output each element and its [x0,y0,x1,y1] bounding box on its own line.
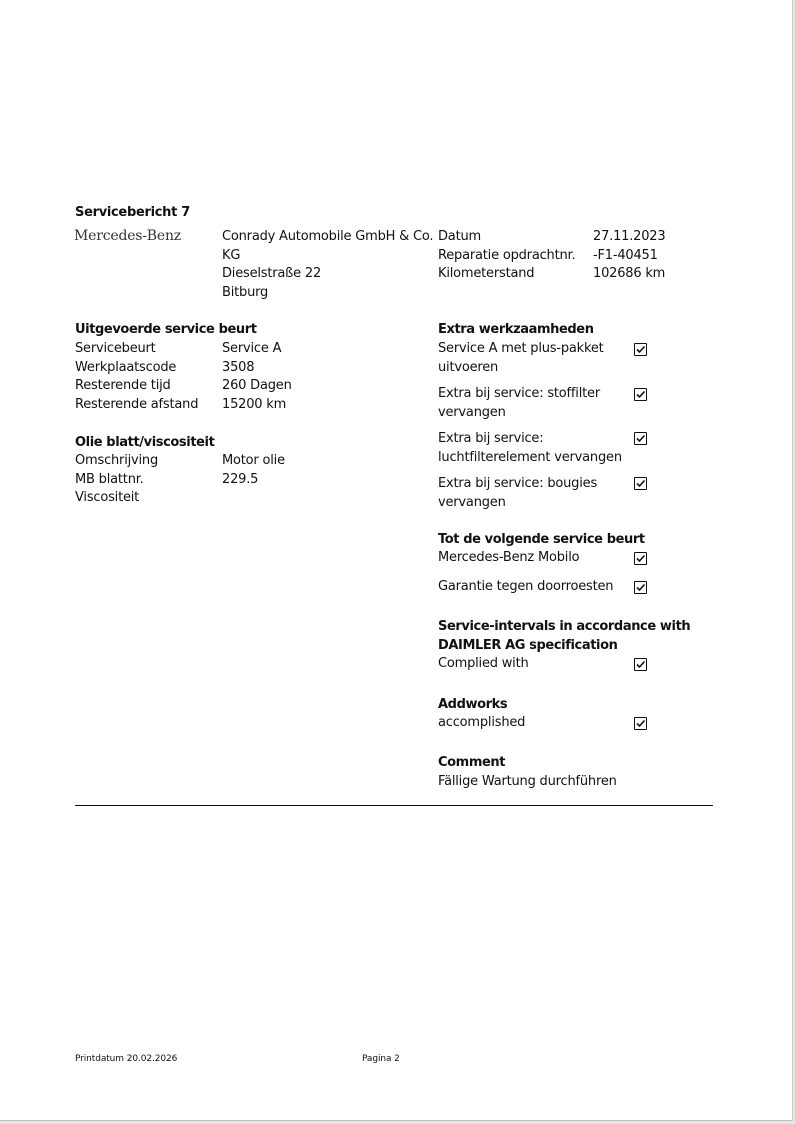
addworks-item: accomplished [438,715,526,730]
intervals-item: Complied with [438,656,529,671]
order-label: Reparatie opdrachtnr. [438,247,576,263]
extra-heading: Extra werkzaamheden [438,322,594,337]
oil-label: Omschrijving [75,453,159,468]
checkbox-checked [634,432,647,445]
addworks-heading: Addworks [438,697,508,712]
service-label: Werkplaatscode [75,359,177,375]
document-title: Servicebericht 7 [75,205,190,220]
checkbox-checked [634,717,647,730]
service-value: 15200 km [222,396,287,412]
extra-item-line: Extra bij service: bougies [438,476,598,491]
extra-item [438,340,604,377]
oil-value: Motor olie [222,453,285,468]
checkmark-icon [635,478,646,489]
km-value: 102686 km [593,266,666,281]
service-value: 3508 [222,359,255,375]
comment-heading: Comment [438,755,506,770]
dealer-name-line2: KG [222,247,241,263]
service-label: Servicebeurt [75,341,156,356]
intervals-heading-line: DAIMLER AG specification [438,637,618,653]
extra-item-line: Service A met plus-pakket [438,341,604,356]
extra-item [438,475,597,512]
service-labels [75,340,198,414]
km-label: Kilometerstand [438,266,535,281]
section-divider [75,805,713,806]
meta-labels [438,228,575,284]
oil-values [222,452,285,489]
extra-item-line: Extra bij service: [438,431,544,446]
oil-label: MB blattnr. [75,471,144,487]
service-heading: Uitgevoerde service beurt [75,322,257,337]
extra-item-line: Extra bij service: stoffilter [438,386,600,401]
next-service-item: Garantie tegen doorroesten [438,579,614,594]
checkbox-checked [634,477,647,490]
date-value: 27.11.2023 [593,229,666,244]
checkbox-checked [634,388,647,401]
dealer-street: Dieselstraße 22 [222,266,322,281]
page-number: Pagina 2 [362,1054,400,1064]
brand-logo: Mercedes-Benz [74,228,181,244]
dealer-city: Bitburg [222,284,269,300]
meta-values [593,228,665,284]
checkmark-icon [635,582,646,593]
service-value: Service A [222,341,282,356]
checkbox-checked [634,581,647,594]
extra-item-line: uitvoeren [438,359,499,375]
service-label: Resterende afstand [75,396,199,412]
extra-item [438,385,600,422]
oil-value: 229.5 [222,471,259,487]
checkmark-icon [635,344,646,355]
checkmark-icon [635,718,646,729]
checkbox-checked [634,658,647,671]
extra-item-line: luchtfilterelement vervangen [438,449,622,465]
service-values [222,340,292,414]
service-value: 260 Dagen [222,378,292,393]
comment-text: Fällige Wartung durchführen [438,774,617,789]
checkmark-icon [635,433,646,444]
intervals-heading-line: Service-intervals in accordance with [438,619,691,634]
print-date: Printdatum 20.02.2026 [75,1054,178,1064]
checkbox-checked [634,552,647,565]
oil-label: Viscositeit [75,490,140,505]
next-service-item: Mercedes-Benz Mobilo [438,550,580,565]
checkbox-checked [634,343,647,356]
extra-item-line: vervangen [438,404,506,420]
dealer-name-line1: Conrady Automobile GmbH & Co. [222,229,434,244]
oil-heading: Olie blatt/viscositeit [75,435,215,450]
intervals-heading [438,618,690,655]
checkmark-icon [635,553,646,564]
oil-labels [75,452,158,508]
extra-item-line: vervangen [438,494,506,510]
extra-item [438,430,622,467]
date-label: Datum [438,229,481,244]
next-service-heading: Tot de volgende service beurt [438,532,645,547]
checkmark-icon [635,389,646,400]
dealer-address [222,228,433,302]
checkmark-icon [635,659,646,670]
service-label: Resterende tijd [75,378,171,393]
order-value: -F1-40451 [593,247,658,263]
